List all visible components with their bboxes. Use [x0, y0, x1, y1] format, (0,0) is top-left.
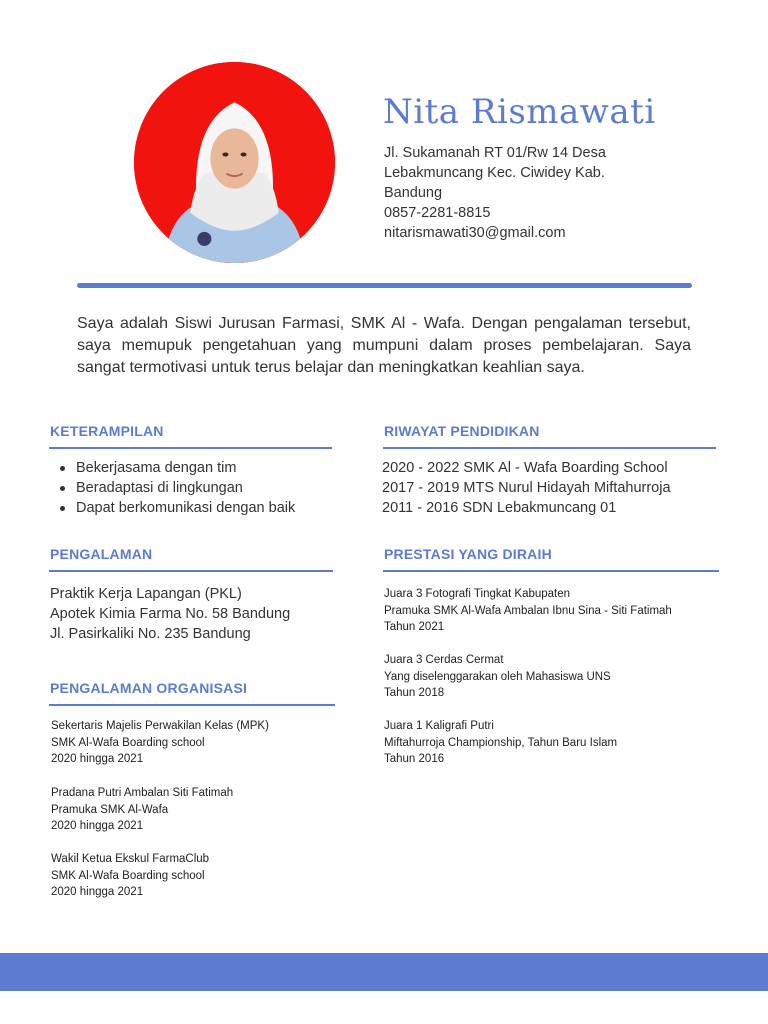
- achievement-item: [384, 586, 672, 636]
- profile-photo-illustration: [134, 62, 335, 263]
- profile-photo: [134, 62, 335, 263]
- phone-number: 0857-2281-8815: [384, 205, 491, 221]
- achievement-title: Juara 1 Kaligrafi Putri: [384, 720, 494, 732]
- education-list: [382, 458, 671, 518]
- achievement-title: Juara 3 Fotografi Tingkat Kabupaten: [384, 588, 571, 600]
- organization-item: [51, 718, 269, 768]
- organization-item: [51, 851, 209, 901]
- footer-band: [0, 953, 768, 991]
- achievements-heading: PRESTASI YANG DIRAIH: [384, 546, 552, 562]
- person-name: Nita Rismawati: [383, 92, 656, 132]
- list-item: 2020 - 2022 SMK Al - Wafa Boarding School: [382, 460, 668, 476]
- organization-item: [51, 785, 233, 835]
- experience-line: Praktik Kerja Lapangan (PKL): [50, 586, 242, 602]
- list-item: 2017 - 2019 MTS Nurul Hidayah Miftahurroja: [382, 480, 671, 496]
- experience-divider: [49, 570, 333, 572]
- organization-period: 2020 hingga 2021: [51, 753, 144, 765]
- contact-info: [384, 143, 714, 243]
- experience-line: Apotek Kimia Farma No. 58 Bandung: [50, 606, 291, 622]
- address-line: Bandung: [384, 185, 443, 201]
- organization-period: 2020 hingga 2021: [51, 886, 144, 898]
- list-item: 2011 - 2016 SDN Lebakmuncang 01: [382, 500, 617, 516]
- header-divider: [77, 283, 692, 288]
- experience-details: [50, 584, 290, 644]
- organization-divider: [49, 704, 335, 706]
- achievement-year: Tahun 2016: [384, 753, 445, 765]
- achievements-divider: [383, 570, 719, 572]
- address-line: Jl. Sukamanah RT 01/Rw 14 Desa: [384, 145, 606, 161]
- organization-role: Sekertaris Majelis Perwakilan Kelas (MPK): [51, 720, 269, 732]
- address-line: Lebakmuncang Kec. Ciwidey Kab.: [384, 165, 605, 181]
- achievement-organizer: Miftahurroja Championship, Tahun Baru Islam: [384, 736, 618, 749]
- list-item: Dapat berkomunikasi dengan baik: [58, 498, 295, 518]
- organization-place: SMK Al-Wafa Boarding school: [51, 869, 205, 882]
- achievement-year: Tahun 2021: [384, 621, 445, 633]
- profile-summary: Saya adalah Siswi Jurusan Farmasi, SMK Al - Wafa. Dengan pengalaman tersebut, saya memupuk pengetahuan yang mumpuni dalam proses pembelajaran. Saya sangat termotivasi untuk terus belajar dan meningkatkan keahlian saya.: [77, 315, 691, 376]
- education-divider: [383, 447, 716, 449]
- list-item: Beradaptasi di lingkungan: [58, 478, 295, 498]
- organization-role: Wakil Ketua Ekskul FarmaClub: [51, 853, 210, 865]
- achievement-organizer: Pramuka SMK Al-Wafa Ambalan Ibnu Sina - Siti Fatimah: [384, 604, 672, 617]
- email-address: nitarismawati30@gmail.com: [384, 225, 566, 241]
- skills-heading: KETERAMPILAN: [50, 423, 164, 439]
- skills-divider: [49, 447, 332, 449]
- achievement-item: [384, 652, 611, 702]
- list-item: Bekerjasama dengan tim: [58, 458, 295, 478]
- organization-role: Pradana Putri Ambalan Siti Fatimah: [51, 787, 234, 799]
- experience-line: Jl. Pasirkaliki No. 235 Bandung: [50, 626, 251, 642]
- education-heading: RIWAYAT PENDIDIKAN: [384, 423, 540, 439]
- organization-place: Pramuka SMK Al-Wafa: [51, 803, 169, 816]
- achievement-title: Juara 3 Cerdas Cermat: [384, 654, 504, 666]
- organization-heading: PENGALAMAN ORGANISASI: [50, 680, 248, 696]
- experience-heading: PENGALAMAN: [50, 546, 153, 562]
- organization-place: SMK Al-Wafa Boarding school: [51, 736, 205, 749]
- achievement-year: Tahun 2018: [384, 687, 445, 699]
- skills-list: [58, 458, 295, 518]
- organization-period: 2020 hingga 2021: [51, 820, 144, 832]
- achievement-organizer: Yang diselenggarakan oleh Mahasiswa UNS: [384, 670, 611, 683]
- achievement-item: [384, 718, 617, 768]
